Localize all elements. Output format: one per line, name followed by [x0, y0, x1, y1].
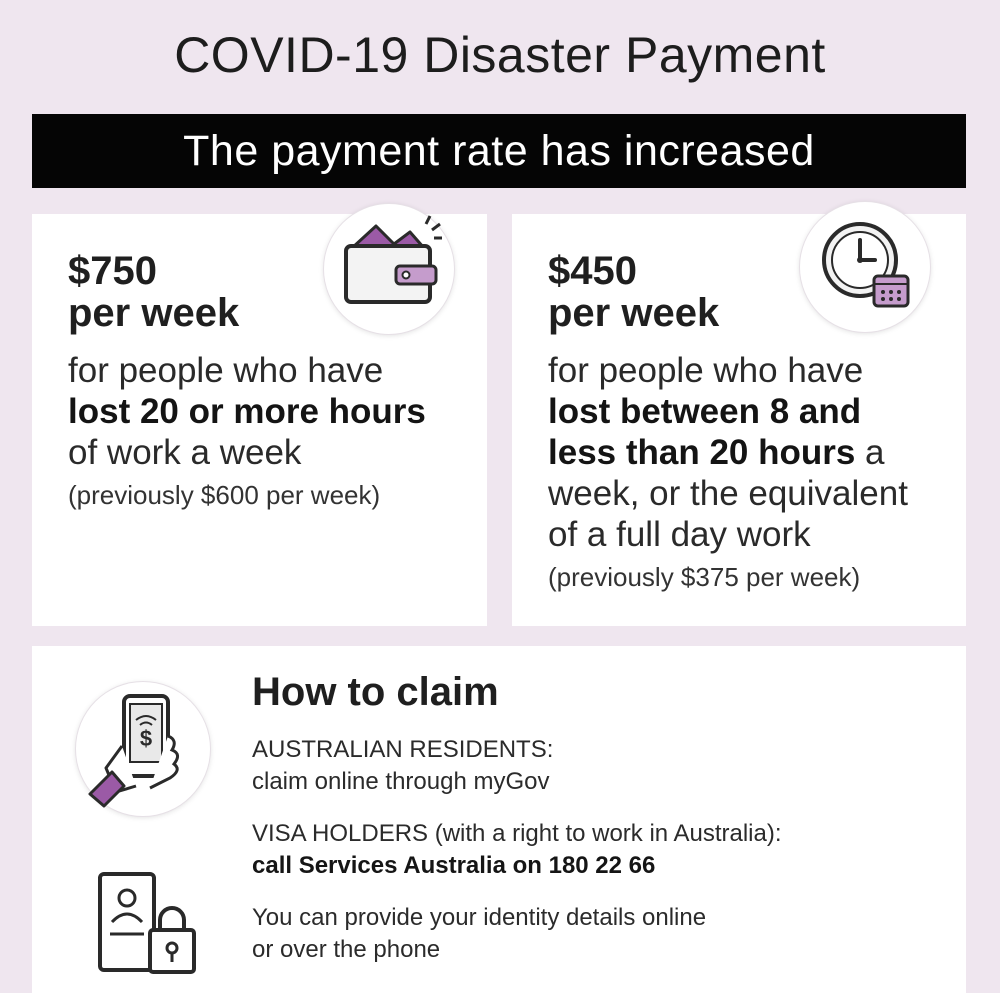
page-title: COVID-19 Disaster Payment: [174, 27, 826, 83]
residents-instruction: claim online through myGov: [252, 768, 550, 795]
residents-label: AUSTRALIAN RESIDENTS: [252, 736, 547, 763]
clock-icon-circle: [800, 202, 930, 332]
wallet-icon-circle: [324, 204, 454, 334]
residents-block: [252, 734, 553, 798]
amount-period: per week: [68, 291, 240, 335]
amount-value: $450: [548, 249, 637, 293]
amount-450: [548, 250, 719, 334]
desc-line: of a full day work: [548, 515, 811, 554]
payment-card-750: [32, 214, 487, 626]
visa-call-instruction: call Services Australia on 180 22 66: [252, 852, 656, 879]
previous-rate: (previously $600 per week): [68, 480, 381, 510]
visa-label: VISA HOLDERS: [252, 820, 429, 847]
payment-card-450: [512, 214, 966, 626]
desc-fragment: a: [855, 433, 885, 472]
banner: The payment rate has increased: [32, 114, 966, 188]
visa-block: [252, 818, 782, 882]
desc-bold: lost 20 or more hours: [68, 392, 426, 431]
identity-line: You can provide your identity details online: [252, 904, 707, 931]
eligibility-450: [548, 350, 948, 599]
desc-bold: lost between 8 and: [548, 392, 862, 431]
residents-colon: :: [546, 736, 554, 763]
visa-note: (with a right to work in Australia):: [428, 820, 782, 847]
identity-line: or over the phone: [252, 936, 441, 963]
how-to-claim-card: [32, 646, 966, 993]
desc-line: of work a week: [68, 433, 302, 472]
wallet-icon: [324, 204, 454, 334]
desc-line: for people who have: [68, 351, 384, 390]
claim-heading: How to claim: [252, 670, 499, 714]
phone-payment-icon: [76, 682, 210, 816]
amount-period: per week: [548, 291, 720, 335]
amount-value: $750: [68, 249, 157, 293]
desc-line: week, or the equivalent: [548, 474, 908, 513]
eligibility-750: [68, 350, 468, 517]
previous-rate: (previously $375 per week): [548, 562, 861, 592]
identity-block: [252, 902, 706, 966]
desc-bold: less than 20 hours: [548, 433, 856, 472]
svg-text:$: $: [139, 726, 153, 751]
phone-icon-circle: [76, 682, 210, 816]
clock-calendar-icon: [800, 202, 930, 332]
amount-750: [68, 250, 239, 334]
desc-line: for people who have: [548, 351, 864, 390]
id-lock-icon: [94, 870, 204, 980]
